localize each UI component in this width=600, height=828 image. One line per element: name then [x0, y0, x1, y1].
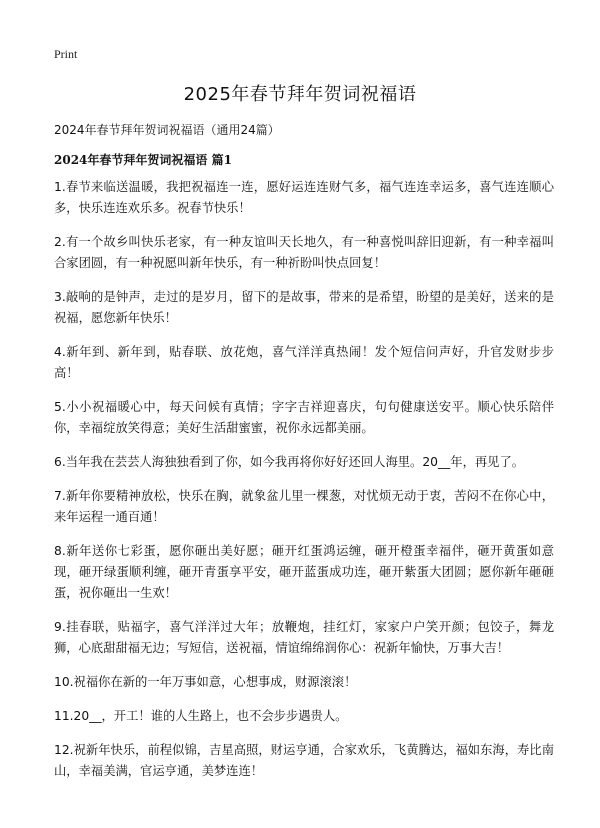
paragraph-3: 3.敲响的是钟声，走过的是岁月，留下的是故事，带来的是希望，盼望的是美好，送来的是祝福，愿您新年快乐！: [54, 290, 554, 325]
paragraph-10: 10.祝福你在新的一年万事如意，心想事成，财源滚滚！: [54, 675, 357, 689]
paragraph-1: 1.春节来临送温暖，我把祝福连一连，愿好运连连财气多，福气连连幸运多，喜气连连顺心多，快乐连连欢乐多。祝春节快乐！: [54, 180, 554, 215]
section-heading: 2024年春节拜年贺词祝福语 篇1: [54, 153, 232, 167]
paragraph-list: [54, 177, 554, 795]
document-title: 2025年春节拜年贺词祝福语: [183, 84, 417, 105]
paragraph-11: 11.20__，开工！谁的人生路上，也不会步步遇贵人。: [54, 709, 348, 723]
paragraph-8: 8.新年送你七彩蛋，愿你砸出美好愿；砸开红蛋鸿运缠，砸开橙蛋幸福伴，砸开黄蛋如意现，砸开绿蛋顺利缠，砸开青蛋享平安，砸开蓝蛋成功连，砸开紫蛋大团圆；愿你新年砸砸蛋，祝你砸出一生欢！: [54, 544, 554, 600]
paragraph-12: 12.祝新年快乐，前程似锦，吉星高照，财运亨通，合家欢乐，飞黄腾达，福如东海，寿比南山，幸福美满，官运亨通，美梦连连！: [54, 743, 554, 778]
paragraph-5: 5.小小祝福暖心中，每天问候有真情；字字吉祥迎喜庆，句句健康送安平。顺心快乐陪伴你，幸福绽放笑得意；美好生活甜蜜蜜，祝你永远都美丽。: [54, 400, 554, 435]
paragraph-2: 2.有一个故乡叫快乐老家，有一种友谊叫天长地久，有一种喜悦叫辞旧迎新，有一种幸福叫合家团圆，有一种祝愿叫新年快乐，有一种祈盼叫快点回复！: [54, 235, 554, 270]
document-subtitle: 2024年春节拜年贺词祝福语（通用24篇）: [54, 123, 280, 137]
paragraph-7: 7.新年你要精神放松，快乐在胸，就象盆儿里一棵葱，对忧烦无动于衷，苦闷不在你心中，来年运程一通百通！: [54, 489, 554, 524]
print-link[interactable]: Print: [54, 47, 78, 61]
paragraph-6: 6.当年我在芸芸人海独独看到了你，如今我再将你好好还回人海里。20__年，再见了。: [54, 455, 525, 469]
paragraph-4: 4.新年到、新年到，贴春联、放花炮，喜气洋洋真热闹！发个短信问声好，升官发财步步高！: [54, 345, 554, 380]
paragraph-9: 9.挂春联，贴福字，喜气洋洋过大年；放鞭炮，挂红灯，家家户户笑开颜；包饺子，舞龙狮，心底甜甜福无边；写短信，送祝福，情谊绵绵润你心：祝新年愉快，万事大吉！: [54, 620, 554, 655]
